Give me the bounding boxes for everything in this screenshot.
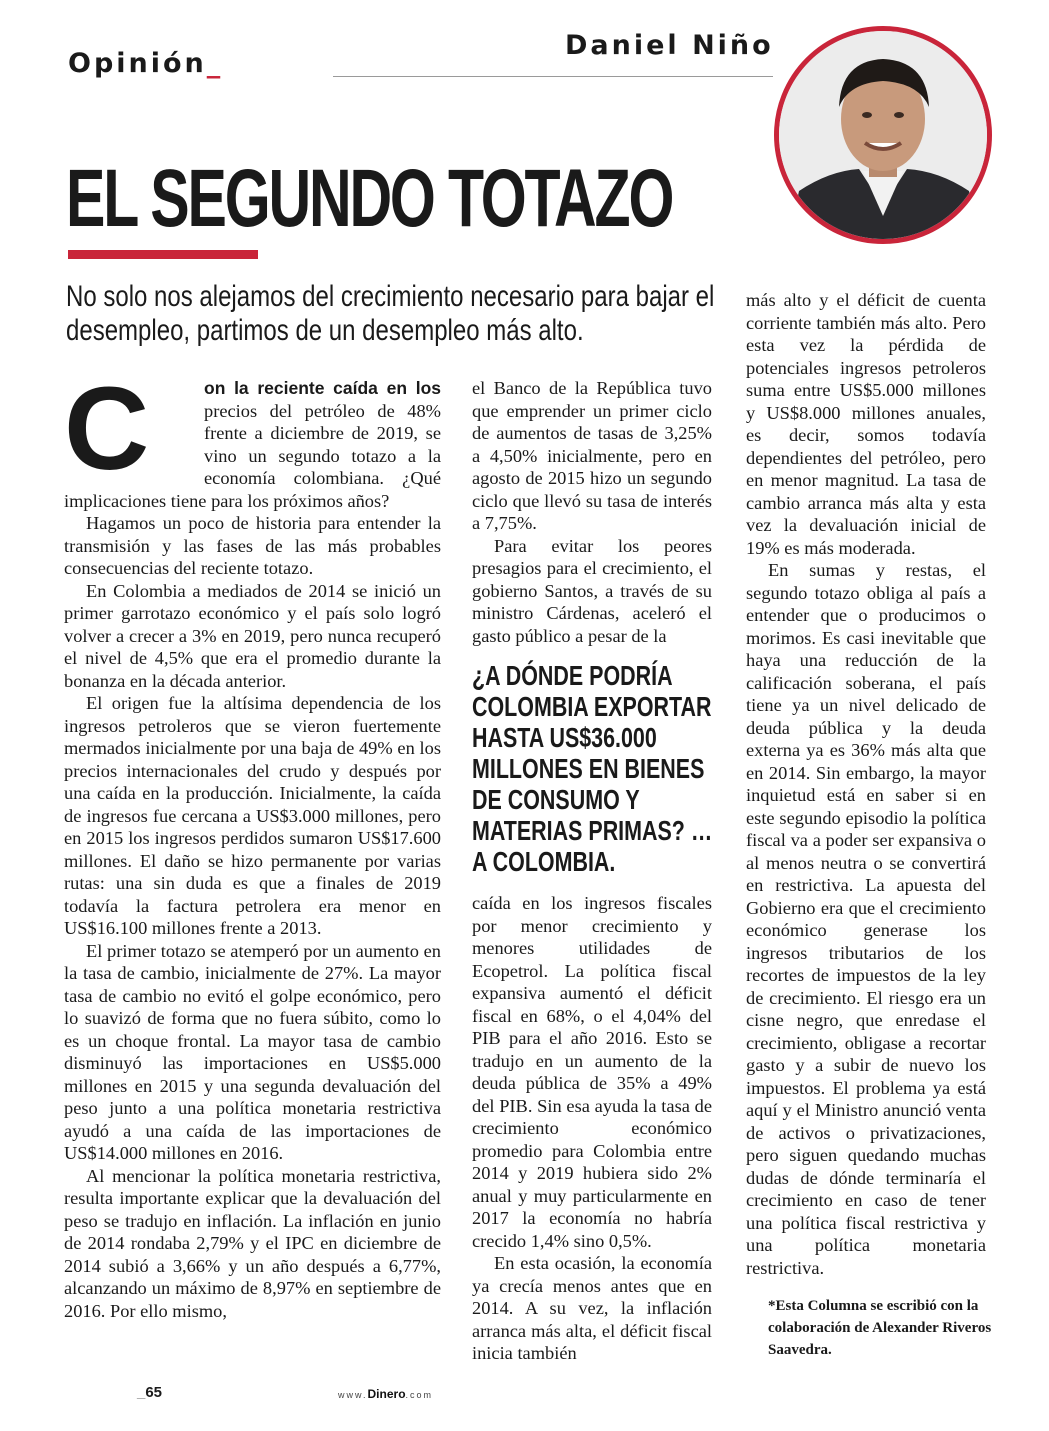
author-note: *Esta Columna se escribió con la colaboración de Alexander Riveros Saavedra.: [768, 1298, 992, 1358]
paragraph: el Banco de la República tuvo que emprender un primer ciclo de aumentos de tasas de 3,25% a 4,50% inicialmente, pero en agosto de 2015 hizo un segundo ciclo que llevó su tasa de interés a 7,75%.: [472, 378, 712, 533]
paragraph: Hagamos un poco de historia para entender la transmisión y las fases de las más probables consecuencias del reciente totazo.: [64, 513, 441, 578]
paragraph: más alto y el déficit de cuenta corriente también más alto. Pero esta vez la pérdida de potenciales ingresos petroleros suma entre US$5.000 millones y US$8.000 millones anuales, es decir, somos todavía dependientes del petróleo, pero en menor magnitud. La tasa de cambio arranca más alta y esta vez la devaluación inicial de 19% es más moderada.: [746, 290, 986, 558]
headline: EL SEGUNDO TOTAZO: [66, 153, 673, 244]
pull-quote: ¿A DÓNDE PODRÍA COLOMBIA EXPORTAR HASTA US$36.000 MILLONES EN BIENES DE CONSUMO Y MATERIAS PRIMAS? … A COLOMBIA.: [472, 660, 713, 877]
lead-in: on la reciente caída en los: [204, 378, 441, 398]
column-3: [746, 289, 986, 1279]
paragraph: El primer totazo se atemperó por un aumento en la tasa de cambio, inicialmente de 27%. La mayor tasa de cambio no evitó el golpe económico, pero lo suavizó de forma que no fuera súbito, como lo es un choque frontal. La mayor tasa de cambio disminuyó las importaciones en US$5.000 millones en 2015 y una segunda devaluación del peso junto a una política monetaria restrictiva ayudó a una caída de las importaciones de US$14.000 millones en 2016.: [64, 940, 441, 1163]
paragraph: C on la reciente caída en los precios del petróleo de 48% frente a diciembre de 2019, se vino un segundo totazo a la economía colombiana. ¿Qué implicaciones tiene para los próximos años?: [64, 363, 441, 511]
headline-accent-bar: [68, 250, 258, 259]
paragraph: El origen fue la altísima dependencia de los ingresos petroleros que se vieron fuertemente mermados inicialmente por una baja de 49% en los precios internacionales del crudo y después por una caída en la producción. Inicialmente, la caída de ingresos fue cercana a US$3.000 millones, pero en 2015 los ingresos perdidos sumaron US$17.600 millones. El daño se hizo permanente por varias rutas: una sin duda es que a finales de 2019 todavía la factura petrolera era menor en US$16.100 millones frente a 2013.: [64, 693, 441, 938]
header-rule: [333, 76, 773, 77]
paragraph: Para evitar los peores presagios para el crecimiento, el gobierno Santos, a través de su ministro Cárdenas, aceleró el gasto público a pesar de la: [472, 535, 712, 646]
column-2: [472, 377, 712, 647]
paragraph: En Colombia a mediados de 2014 se inició un primer garrotazo económico y el país solo logró volver a crecer a 3% en 2019, pero nunca recuperó el nivel de 4,5% que era el promedio durante la bonanza en la década anterior.: [64, 580, 441, 691]
deck-subtitle: No solo nos alejamos del crecimiento necesario para bajar el desempleo, partimos de un desempleo más alto.: [66, 280, 715, 347]
website-footer: www.Dinero.com: [338, 1387, 434, 1401]
section-label: Opinión_: [68, 48, 224, 79]
column-1: [64, 363, 441, 1322]
paragraph: caída en los ingresos fiscales por menor crecimiento y menores utilidades de Ecopetrol. La política fiscal expansiva aumentó el déficit fiscal en 68%, o el 4,04% del PIB para el año 2016. Esto se tradujo en un aumento de la deuda pública de 35% a 49% del PIB. Sin esa ayuda la tasa de crecimiento económico promedio para Colombia entre 2014 y 2019 hubiera sido 2% anual y muy particularmente en 2017 la economía no habría crecido 1,4% sino 0,5%.: [472, 893, 712, 1251]
paragraph: En esta ocasión, la economía ya crecía menos antes que en 2014. A su vez, la inflación arranca más alta, el déficit fiscal inicia también: [472, 1253, 712, 1363]
paragraph: Al mencionar la política monetaria restrictiva, resulta importante explicar que la devaluación del peso se tradujo en inflación. La inflación en junio de 2014 rondaba 2,79% y el IPC en diciembre de 2014 subió a 3,66% y un año después a 6,77%, alcanzando un máximo de 8,97% en septiembre de 2016. Por ello mismo,: [64, 1165, 441, 1321]
column-2-continued: [472, 892, 712, 1365]
author-name: Daniel Niño: [565, 30, 774, 61]
page-number: _65: [137, 1384, 163, 1401]
paragraph: En sumas y restas, el segundo totazo obliga al país a entender que o producimos o morimos. Es casi inevitable que haya una reducción de la calificación soberana, el país tiene ya un nivel delicado de deuda pública y la deuda externa ya es 36% más alta que en 2014. Sin embargo, la mayor inquietud está en saber si en este segundo episodio la política fiscal va a poder ser expansiva o al menos neutra o se convertirá en restrictiva. La apuesta del Gobierno era que el crecimiento económico generase los ingresos tributarios de los recortes de impuestos de la ley de crecimiento. El riesgo era un cisne negro, que enredase el crecimiento, obligase a recortar gasto y a subir de nuevo los impuestos. El problema ya está aquí y el Ministro anunció venta de activos o privatizaciones, pero siguen quedando muchas dudas de dónde terminaría el crecimiento en caso de tener una política fiscal restrictiva y una política monetaria restrictiva.: [746, 560, 986, 1278]
author-photo: [774, 26, 992, 244]
drop-cap: C: [64, 363, 150, 495]
